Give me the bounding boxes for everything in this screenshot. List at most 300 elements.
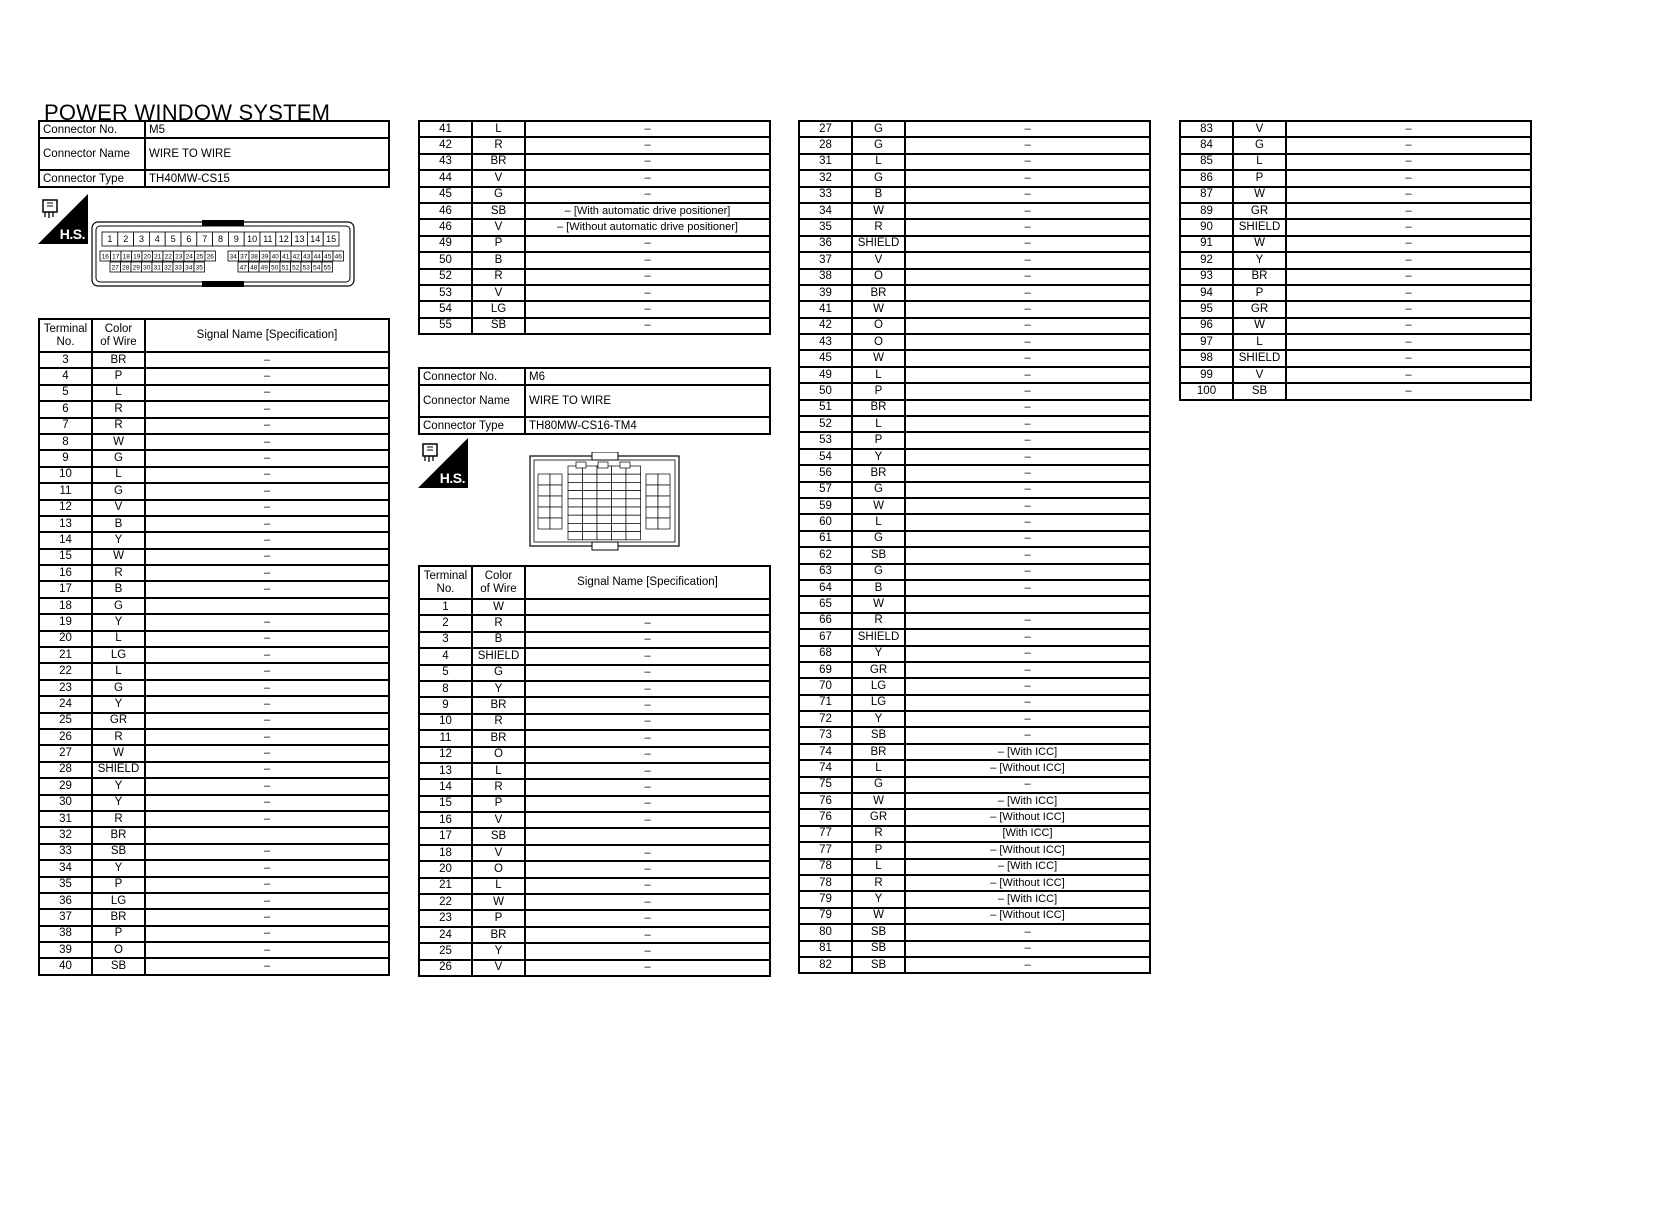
wire-color-cell: Y xyxy=(92,795,145,811)
table-row xyxy=(799,891,1150,907)
connector-pin-label: 41 xyxy=(282,253,290,261)
connector-pin xyxy=(583,482,598,490)
table-row xyxy=(799,957,1150,973)
m6-terminal-table-continued-2 xyxy=(1179,120,1532,401)
table-row xyxy=(799,662,1150,678)
signal-name-cell: – [With ICC] xyxy=(905,744,1150,760)
connector-pin-label: 23 xyxy=(175,253,183,261)
wire-color-cell: BR xyxy=(472,154,525,170)
signal-name-cell: – xyxy=(525,779,770,795)
terminal-no-cell: 99 xyxy=(1180,367,1233,383)
terminal-no-cell: 43 xyxy=(799,334,852,350)
wire-color-cell: BR xyxy=(472,927,525,943)
wire-color-cell: BR xyxy=(92,827,145,843)
table-row xyxy=(39,778,389,794)
connector-pin xyxy=(550,507,562,518)
wire-color-cell: Y xyxy=(92,860,145,876)
m6-connector-type: TH80MW-CS16-TM4 xyxy=(525,417,770,434)
signal-name-cell: – xyxy=(145,893,389,909)
terminal-no-cell: 20 xyxy=(419,861,472,877)
table-row xyxy=(39,745,389,761)
table-row xyxy=(419,960,770,976)
table-row xyxy=(39,680,389,696)
wire-color-cell: B xyxy=(852,187,905,203)
connector-pin xyxy=(597,515,612,523)
m6-connector-no: M6 xyxy=(525,368,770,385)
connector-pin-label: 43 xyxy=(303,253,311,261)
terminal-no-cell: 25 xyxy=(419,943,472,959)
signal-name-cell: – xyxy=(525,170,770,186)
table-row xyxy=(419,318,770,334)
wire-color-cell: L xyxy=(472,878,525,894)
terminal-no-cell: 26 xyxy=(419,960,472,976)
table-row xyxy=(799,809,1150,825)
signal-name-cell: – xyxy=(145,368,389,384)
connector-pin xyxy=(568,515,583,523)
wire-color-cell: L xyxy=(472,121,525,137)
wire-color-cell: P xyxy=(92,877,145,893)
connector-pin-label: 31 xyxy=(153,264,161,272)
table-row xyxy=(39,909,389,925)
terminal-no-cell: 64 xyxy=(799,580,852,596)
terminal-no-header: Terminal No. xyxy=(39,319,92,352)
color-of-wire-header: Color of Wire xyxy=(472,566,525,599)
terminal-no-cell: 56 xyxy=(799,465,852,481)
signal-name-cell: – xyxy=(145,418,389,434)
wire-color-cell: R xyxy=(92,565,145,581)
table-row xyxy=(799,547,1150,563)
wire-color-cell: O xyxy=(472,861,525,877)
wire-color-cell: G xyxy=(92,483,145,499)
table-row xyxy=(39,942,389,958)
signal-name-cell: – xyxy=(145,434,389,450)
connector-pin xyxy=(612,491,627,499)
terminal-no-cell: 96 xyxy=(1180,318,1233,334)
wire-color-cell: BR xyxy=(472,697,525,713)
connector-pin-label: 53 xyxy=(302,264,310,272)
terminal-no-cell: 78 xyxy=(799,859,852,875)
connector-pin-label: 6 xyxy=(186,234,192,245)
connector-pin xyxy=(658,474,670,485)
terminal-no-cell: 21 xyxy=(419,878,472,894)
table-row xyxy=(799,236,1150,252)
connector-pin-label: 51 xyxy=(281,264,289,272)
wire-color-cell: Y xyxy=(92,696,145,712)
table-row xyxy=(799,219,1150,235)
table-row xyxy=(39,418,389,434)
table-row xyxy=(39,926,389,942)
table-row xyxy=(799,301,1150,317)
table-row xyxy=(419,154,770,170)
signal-name-cell: – xyxy=(525,845,770,861)
signal-name-cell: – xyxy=(905,777,1150,793)
table-row xyxy=(1180,301,1531,317)
wire-color-cell: SB xyxy=(92,958,145,974)
terminal-no-cell: 92 xyxy=(1180,252,1233,268)
signal-name-cell: – xyxy=(1286,236,1531,252)
signal-name-cell: – xyxy=(525,747,770,763)
table-row xyxy=(1180,203,1531,219)
terminal-no-cell: 11 xyxy=(39,483,92,499)
signal-name-cell: – xyxy=(905,531,1150,547)
terminal-no-cell: 67 xyxy=(799,629,852,645)
signal-name-cell: – [Without ICC] xyxy=(905,908,1150,924)
terminal-no-cell: 35 xyxy=(39,877,92,893)
terminal-no-cell: 32 xyxy=(39,827,92,843)
terminal-no-cell: 54 xyxy=(799,449,852,465)
connector-pin xyxy=(646,474,658,485)
connector-pin xyxy=(597,491,612,499)
connector-type-label: Connector Type xyxy=(419,417,525,434)
wire-color-cell: B xyxy=(472,252,525,268)
table-row xyxy=(799,842,1150,858)
terminal-no-cell: 60 xyxy=(799,514,852,530)
table-row xyxy=(799,383,1150,399)
signal-name-cell: – xyxy=(145,942,389,958)
terminal-no-cell: 87 xyxy=(1180,187,1233,203)
signal-name-cell: – xyxy=(905,547,1150,563)
table-row xyxy=(419,236,770,252)
wire-color-cell: G xyxy=(92,598,145,614)
connector-pin-label: 11 xyxy=(263,234,273,245)
table-row xyxy=(419,252,770,268)
signal-name-cell: – xyxy=(525,137,770,153)
signal-name-cell: – xyxy=(905,957,1150,973)
connector-type-label: Connector Type xyxy=(39,170,145,187)
terminal-no-cell: 65 xyxy=(799,596,852,612)
connector-pin-label: 33 xyxy=(174,264,182,272)
wire-color-cell: G xyxy=(852,482,905,498)
table-row xyxy=(799,514,1150,530)
signal-name-cell: – xyxy=(145,663,389,679)
wire-color-cell: BR xyxy=(852,744,905,760)
connector-pin-label: 39 xyxy=(261,253,269,261)
connector-pin xyxy=(597,482,612,490)
connector-pin xyxy=(583,532,598,540)
table-row xyxy=(39,647,389,663)
terminal-no-cell: 9 xyxy=(39,450,92,466)
wire-color-cell: B xyxy=(852,580,905,596)
connector-pin xyxy=(538,507,550,518)
connector-pin-label: 48 xyxy=(250,264,258,272)
table-row xyxy=(799,170,1150,186)
signal-name-cell xyxy=(525,828,770,844)
terminal-no-cell: 90 xyxy=(1180,219,1233,235)
table-row xyxy=(39,385,389,401)
signal-name-cell: – xyxy=(525,812,770,828)
terminal-no-cell: 77 xyxy=(799,826,852,842)
wire-color-cell: LG xyxy=(852,695,905,711)
terminal-no-cell: 45 xyxy=(419,187,472,203)
terminal-no-cell: 31 xyxy=(799,154,852,170)
signal-name-cell: – xyxy=(905,646,1150,662)
table-row xyxy=(39,401,389,417)
table-row xyxy=(39,565,389,581)
terminal-no-cell: 55 xyxy=(419,318,472,334)
terminal-no-cell: 33 xyxy=(799,187,852,203)
hs-badge-label: H.S. xyxy=(439,470,465,486)
signal-name-cell: – xyxy=(905,203,1150,219)
connector-pin-label: 27 xyxy=(111,264,119,272)
terminal-no-cell: 81 xyxy=(799,941,852,957)
signal-name-cell: – xyxy=(145,565,389,581)
signal-name-cell: – xyxy=(905,564,1150,580)
signal-name-cell: – xyxy=(145,762,389,778)
m5-terminal-table xyxy=(38,318,390,976)
table-row xyxy=(419,763,770,779)
connector-pin-label: 12 xyxy=(278,234,289,245)
signal-name-cell: – xyxy=(1286,334,1531,350)
terminal-no-cell: 86 xyxy=(1180,170,1233,186)
terminal-no-cell: 4 xyxy=(419,648,472,664)
signal-name-cell: – xyxy=(525,269,770,285)
m6-terminal-table-continued-1 xyxy=(798,120,1151,974)
table-row xyxy=(1180,334,1531,350)
terminal-no-cell: 21 xyxy=(39,647,92,663)
table-row xyxy=(1180,318,1531,334)
connector-pin xyxy=(658,496,670,507)
table-row xyxy=(419,203,770,219)
connector-pin-label: 21 xyxy=(154,253,162,261)
table-row xyxy=(1180,252,1531,268)
signal-name-cell xyxy=(525,599,770,615)
terminal-no-cell: 22 xyxy=(39,663,92,679)
wire-color-cell: GR xyxy=(852,662,905,678)
connector-pin xyxy=(538,474,550,485)
terminal-no-header: Terminal No. xyxy=(419,566,472,599)
table-row xyxy=(39,434,389,450)
terminal-no-cell: 66 xyxy=(799,613,852,629)
connector-pin xyxy=(583,507,598,515)
signal-name-cell: – xyxy=(145,483,389,499)
signal-name-header: Signal Name [Specification] xyxy=(145,319,389,352)
terminal-no-cell: 76 xyxy=(799,793,852,809)
wire-color-cell: R xyxy=(472,269,525,285)
table-row xyxy=(1180,269,1531,285)
wire-color-cell: V xyxy=(472,845,525,861)
signal-name-cell: – xyxy=(1286,301,1531,317)
connector-pin xyxy=(568,482,583,490)
m5-connector-type: TH40MW-CS15 xyxy=(145,170,389,187)
wire-color-cell: BR xyxy=(472,730,525,746)
terminal-no-cell: 79 xyxy=(799,908,852,924)
connector-pin-label: 20 xyxy=(143,253,151,261)
wire-color-cell: O xyxy=(852,334,905,350)
terminal-no-cell: 19 xyxy=(39,614,92,630)
signal-name-cell: – xyxy=(905,367,1150,383)
signal-name-cell: – xyxy=(905,727,1150,743)
signal-name-cell: – xyxy=(145,614,389,630)
terminal-no-cell: 82 xyxy=(799,957,852,973)
terminal-no-cell: 17 xyxy=(419,828,472,844)
connector-pin-label: 15 xyxy=(326,234,337,245)
terminal-no-cell: 26 xyxy=(39,729,92,745)
terminal-no-cell: 4 xyxy=(39,368,92,384)
table-row xyxy=(39,713,389,729)
signal-name-cell: – xyxy=(145,500,389,516)
wire-color-cell: GR xyxy=(1233,301,1286,317)
signal-name-cell: – xyxy=(1286,252,1531,268)
wire-color-cell: BR xyxy=(92,352,145,368)
table-row xyxy=(1180,350,1531,366)
signal-name-cell: – [With ICC] xyxy=(905,859,1150,875)
terminal-no-cell: 14 xyxy=(39,532,92,548)
terminal-no-cell: 73 xyxy=(799,727,852,743)
table-row xyxy=(799,432,1150,448)
terminal-no-cell: 100 xyxy=(1180,383,1233,399)
table-row xyxy=(39,827,389,843)
wire-color-cell: SB xyxy=(1233,383,1286,399)
wire-color-cell: P xyxy=(472,236,525,252)
table-row xyxy=(419,730,770,746)
table-row xyxy=(39,532,389,548)
signal-name-cell: – xyxy=(905,400,1150,416)
signal-name-cell: – xyxy=(145,647,389,663)
table-row xyxy=(39,729,389,745)
table-row xyxy=(39,696,389,712)
signal-name-cell: – [With ICC] xyxy=(905,891,1150,907)
wire-color-cell: R xyxy=(472,779,525,795)
signal-name-cell: – xyxy=(525,236,770,252)
table-row xyxy=(799,941,1150,957)
wire-color-cell: W xyxy=(852,301,905,317)
connector-pin xyxy=(646,485,658,496)
signal-name-cell: – xyxy=(905,285,1150,301)
wire-color-cell: V xyxy=(472,960,525,976)
table-row xyxy=(39,516,389,532)
wire-color-cell: BR xyxy=(1233,269,1286,285)
m6-connector-diagram xyxy=(528,452,681,552)
terminal-no-cell: 53 xyxy=(419,285,472,301)
wire-color-cell: W xyxy=(1233,318,1286,334)
connector-pin xyxy=(626,515,641,523)
signal-name-cell: – xyxy=(1286,170,1531,186)
terminal-no-cell: 32 xyxy=(799,170,852,186)
terminal-no-cell: 34 xyxy=(799,203,852,219)
table-row xyxy=(419,747,770,763)
terminal-no-cell: 24 xyxy=(39,696,92,712)
wire-color-cell: Y xyxy=(92,614,145,630)
wire-color-cell: G xyxy=(472,187,525,203)
connector-pin xyxy=(568,532,583,540)
signal-name-cell: – xyxy=(145,631,389,647)
connector-pin-label: 17 xyxy=(112,253,120,261)
signal-name-cell: – xyxy=(905,924,1150,940)
wire-color-cell: SB xyxy=(92,844,145,860)
wire-color-cell: P xyxy=(472,910,525,926)
connector-pin-label: 29 xyxy=(132,264,140,272)
connector-pin xyxy=(626,532,641,540)
signal-name-cell: – xyxy=(145,877,389,893)
connector-pin xyxy=(626,507,641,515)
connector-pin-label: 35 xyxy=(195,264,203,272)
connector-pin xyxy=(538,496,550,507)
table-row xyxy=(39,352,389,368)
terminal-no-cell: 36 xyxy=(39,893,92,909)
m5-connector-diagram xyxy=(90,218,356,290)
signal-name-cell: – xyxy=(525,648,770,664)
terminal-no-cell: 8 xyxy=(39,434,92,450)
connector-pin-label: 38 xyxy=(250,253,258,261)
wire-color-cell: W xyxy=(852,350,905,366)
wire-color-cell: LG xyxy=(852,678,905,694)
connector-pin-label: 22 xyxy=(164,253,172,261)
m5-terminal-table-continued xyxy=(418,120,771,335)
terminal-no-cell: 93 xyxy=(1180,269,1233,285)
terminal-no-cell: 94 xyxy=(1180,285,1233,301)
terminal-no-cell: 69 xyxy=(799,662,852,678)
table-row xyxy=(799,285,1150,301)
wire-color-cell: R xyxy=(852,875,905,891)
table-row xyxy=(799,350,1150,366)
table-row xyxy=(799,744,1150,760)
connector-pin-label: 7 xyxy=(202,234,208,245)
table-row xyxy=(39,598,389,614)
table-row xyxy=(39,663,389,679)
terminal-no-cell: 27 xyxy=(799,121,852,137)
wire-color-cell: L xyxy=(472,763,525,779)
terminal-no-cell: 50 xyxy=(419,252,472,268)
m6-info-table xyxy=(418,367,771,435)
table-row xyxy=(799,137,1150,153)
connector-pin xyxy=(568,523,583,531)
wire-color-cell: R xyxy=(852,613,905,629)
terminal-no-cell: 13 xyxy=(419,763,472,779)
m6-terminal-table xyxy=(418,565,771,977)
connector-pin xyxy=(658,485,670,496)
signal-name-cell: – xyxy=(145,581,389,597)
table-row xyxy=(419,828,770,844)
table-row xyxy=(1180,137,1531,153)
signal-name-cell: – xyxy=(1286,285,1531,301)
connector-pin xyxy=(626,523,641,531)
signal-name-cell: – xyxy=(145,745,389,761)
signal-name-cell: – xyxy=(905,941,1150,957)
table-row xyxy=(799,318,1150,334)
signal-name-cell: – xyxy=(525,763,770,779)
terminal-no-cell: 22 xyxy=(419,894,472,910)
connector-pin xyxy=(597,507,612,515)
connector-pin xyxy=(568,507,583,515)
wire-color-cell: G xyxy=(852,564,905,580)
connector-pin xyxy=(583,474,598,482)
connector-pin-label: 10 xyxy=(247,234,258,245)
signal-name-cell: – xyxy=(905,350,1150,366)
table-row xyxy=(799,252,1150,268)
connector-pin xyxy=(626,482,641,490)
terminal-no-cell: 83 xyxy=(1180,121,1233,137)
wire-color-cell: GR xyxy=(852,809,905,825)
table-row xyxy=(39,631,389,647)
terminal-no-cell: 16 xyxy=(419,812,472,828)
terminal-no-cell: 45 xyxy=(799,350,852,366)
terminal-no-cell: 18 xyxy=(419,845,472,861)
signal-name-cell: – xyxy=(145,958,389,974)
wire-color-cell: Y xyxy=(1233,252,1286,268)
table-row xyxy=(419,812,770,828)
wire-color-cell: SB xyxy=(852,924,905,940)
wire-color-cell: BR xyxy=(852,465,905,481)
connector-pin xyxy=(550,518,562,529)
m5-connector-no: M5 xyxy=(145,121,389,138)
signal-name-cell: – xyxy=(905,301,1150,317)
wire-color-cell: GR xyxy=(1233,203,1286,219)
connector-pin xyxy=(538,518,550,529)
connector-pin-label: 34 xyxy=(229,253,237,261)
signal-name-cell: – xyxy=(145,811,389,827)
wire-color-cell: P xyxy=(1233,170,1286,186)
table-row xyxy=(419,137,770,153)
